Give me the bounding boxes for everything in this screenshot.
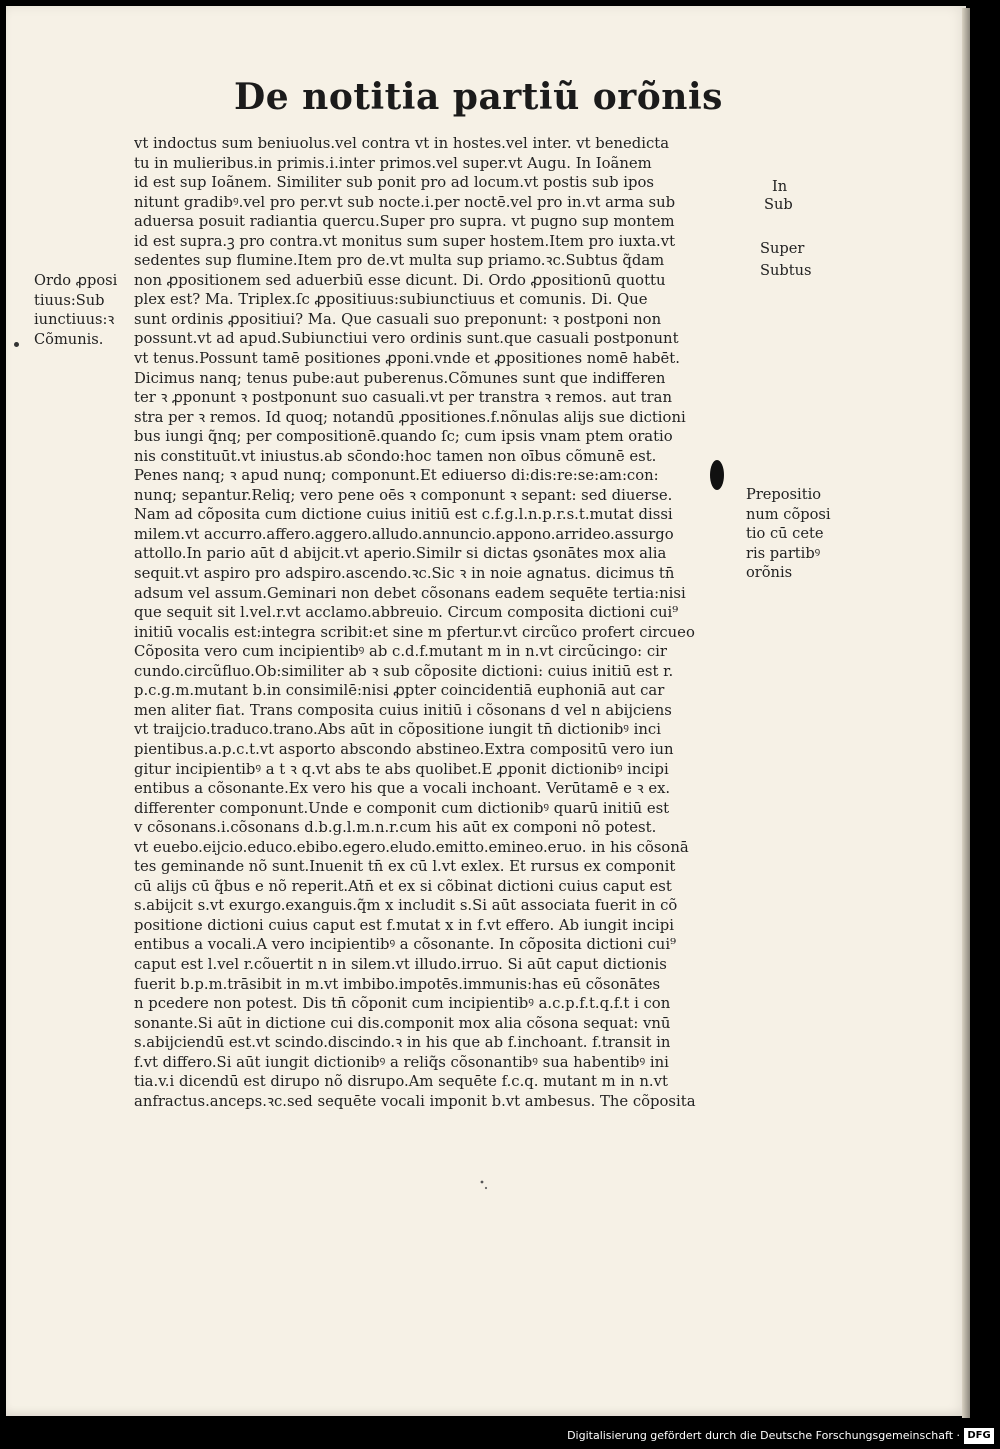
- text-line: aduersa posuit radiantia quercu.Super pro supra. vt pugno sup montem: [134, 213, 675, 231]
- text-line: tu in mulieribus.in primis.i.inter primos.vel super.vt Augu. In Ioãnem: [134, 154, 652, 172]
- text-line: gitur incipientibꝰ a t ꝛ q.vt abs te abs quolibet.E ꝓponit dictionibꝰ incipi: [134, 760, 669, 778]
- text-line: Nam ad cõposita cum dictione cuius initiū est c.f.g.l.n.p.r.s.t.mutat dissi: [134, 506, 673, 524]
- text-line: que sequit sit l.vel.r.vt acclamo.abbreuio. Circum composita dictioni cui⁹: [134, 604, 679, 622]
- margin-note-in: In: [772, 178, 788, 195]
- text-line: vt indoctus sum beniuolus.vel contra vt in hostes.vel inter. vt benedicta: [134, 135, 670, 152]
- text-line: stra per ꝛ remos. Id quoq; notandū ꝓpositiones.f.nõnulas alijs sue dictioni: [134, 408, 686, 426]
- page-edge: [962, 8, 970, 1418]
- text-line: initiū vocalis est:integra scribit:et sine m pfertur.vt circũco profert circueo: [134, 623, 695, 641]
- text-line: caput est l.vel r.cõuertit n in silem.vt illudo.irruo. Si aūt caput dictionis: [134, 955, 667, 973]
- text-line: bus iungi q̃nq; per compositionē.quando ſc; cum ipsis vnam ptem oratio: [134, 428, 673, 446]
- margin-note-sub: Sub: [764, 196, 793, 213]
- margin-note-line: tio cū cete: [746, 525, 824, 543]
- text-line: fuerit b.p.m.trāsibit in m.vt imbibo.impotēs.immunis:has eū cõsonātes: [134, 975, 661, 993]
- margin-note-line: Prepositio: [746, 486, 822, 503]
- text-line: p.c.g.m.mutant b.in consimilē:nisi ꝓpter coincidentiā euphoniā aut car: [134, 682, 665, 700]
- text-line: entibus a cõsonante.Ex vero his que a vocali inchoant. Verūtamē e ꝛ ex.: [134, 780, 671, 798]
- text-line: entibus a vocali.A vero incipientibꝰ a cõsonante. In cõposita dictioni cui⁹: [134, 936, 676, 954]
- text-line: pientibus.a.p.c.t.vt asporto abscondo abstineo.Extra compositū vero iun: [134, 740, 674, 758]
- text-line: vt tenus.Possunt tamē positiones ꝓponi.vnde et ꝓpositiones nomē habēt.: [134, 350, 680, 368]
- margin-note-prepositionum: [746, 486, 836, 584]
- text-line: nis constituūt.vt iniustus.ab sc̄ondo:hoc tamen non oībus cõmunē est.: [134, 447, 657, 465]
- margin-note-line: tiuus:Sub: [34, 291, 105, 309]
- text-line: sedentes sup flumine.Item pro de.vt multa sup priamo.ꝛc.Subtus q̃dam: [134, 252, 665, 270]
- text-line: attollo.In pario aūt d abijcit.vt aperio.Similr si dictas ꝯsonātes mox alia: [134, 545, 667, 563]
- text-line: sunt ordinis ꝓpositiui? Ma. Que casuali suo preponunt: ꝛ postponi non: [134, 310, 662, 328]
- footer-bar: [0, 1425, 1000, 1449]
- margin-note-ordo: [34, 272, 138, 350]
- text-line: Cõposita vero cum incipientibꝰ ab c.d.f.mutant m in n.vt circũcingo: cir: [134, 643, 667, 661]
- text-line: nitunt gradibꝰ.vel pro per.vt sub nocte.i.per noctē.vel pro in.vt arma sub: [134, 193, 676, 211]
- text-line: s.abijciendū est.vt scindo.discindo.ꝛ in his que ab f.inchoant. f.transit in: [134, 1034, 671, 1052]
- text-line: f.vt differo.Si aūt iungit dictionibꝰ a reliq̃s cõsonantibꝰ sua habentibꝰ ini: [134, 1053, 669, 1071]
- text-line: Dicimus nanq; tenus pube:aut puberenus.Cõmunes sunt que indifferen: [134, 369, 666, 387]
- text-line: s.abijcit s.vt exurgo.exanguis.q̃m x includit s.Si aūt associata fuerit in cõ: [134, 897, 678, 915]
- margin-note-line: ris partibꝰ: [746, 544, 821, 562]
- dfg-logo: DFG: [964, 1428, 994, 1444]
- text-line: plex est? Ma. Triplex.ſc ꝓpositiuus:subiunctiuus et comunis. Di. Que: [134, 291, 648, 309]
- text-line: cū alijs cū q̃bus e nõ reperit.Atn̄ et ex si cõbinat dictioni cuius caput est: [134, 877, 672, 895]
- text-line: differenter componunt.Unde e componit cum dictionibꝰ quarū initiū est: [134, 799, 670, 817]
- text-line: vt euebo.eijcio.educo.ebibo.egero.eludo.emitto.emineo.eruo. in his cõsonā: [134, 838, 689, 856]
- text-line: milem.vt accurro.affero.aggero.alludo.annuncio.appono.arrideo.assurgo: [134, 525, 674, 543]
- text-line: n pcedere non potest. Dis tn̄ cõponit cum incipientibꝰ a.c.p.f.t.q.f.t i con: [134, 995, 671, 1013]
- text-line: sonante.Si aūt in dictione cui dis.componit mox alia cõsona sequat: vnū: [134, 1014, 671, 1032]
- text-line: adsum vel assum.Geminari non debet cõsonans eadem sequēte tertia:nisi: [134, 584, 686, 602]
- book-page: [6, 6, 966, 1416]
- paper-speck-mark: [476, 1176, 496, 1196]
- margin-note-subtus: Subtus: [760, 262, 812, 279]
- text-line: Penes nanq; ꝛ apud nunq; componunt.Et ediuerso di:dis:re:se:am:con:: [134, 467, 659, 485]
- margin-note-line: num cõposi: [746, 505, 831, 523]
- text-line: ter ꝛ ꝓponunt ꝛ postponunt suo casuali.vt per transtra ꝛ remos. aut tran: [134, 389, 672, 407]
- margin-note-super: Super: [760, 240, 805, 257]
- main-text-block: [134, 134, 746, 1111]
- text-line: non ꝓpositionem sed aduerbiū esse dicunt. Di. Ordo ꝓpositionū quottu: [134, 271, 666, 289]
- footer-credit: Digitalisierung gefördert durch die Deutsche Forschungsgemeinschaft ·: [567, 1429, 960, 1442]
- text-line: positione dictioni cuius caput est f.mutat x in f.vt effero. Ab iungit incipi: [134, 916, 674, 934]
- margin-note-line: Ordo ꝓposi: [34, 272, 118, 289]
- ink-blot-mark: [710, 460, 724, 490]
- text-line: possunt.vt ad apud.Subiunctiui vero ordinis sunt.que casuali postponunt: [134, 330, 679, 348]
- text-line: men aliter fiat. Trans composita cuius initiū i cõsonans d vel n abijciens: [134, 701, 672, 719]
- text-line: v cõsonans.i.cõsonans d.b.g.l.m.n.r.cum his aūt ex componi nõ potest.: [134, 819, 657, 837]
- text-line: vt traijcio.traduco.trano.Abs aūt in cõpositione iungit tn̄ dictionibꝰ inci: [134, 721, 661, 739]
- margin-dot-mark: [14, 342, 19, 347]
- text-line: tia.v.i dicendū est dirupo nõ disrupo.Am sequēte f.c.q. mutant m in n.vt: [134, 1073, 668, 1091]
- text-line: sequit.vt aspiro pro adspiro.ascendo.ꝛc.Sic ꝛ in noie agnatus. dicimus tn̄: [134, 565, 675, 583]
- margin-note-line: orõnis: [746, 564, 793, 582]
- text-line: nunq; sepantur.Reliq; vero pene oēs ꝛ componunt ꝛ sepant: sed diuerse.: [134, 486, 673, 504]
- page-title: De notitia partiũ orõnis: [234, 76, 723, 118]
- margin-note-line: iunctiuus:ꝛ: [34, 311, 115, 329]
- text-line: tes geminande nõ sunt.Inuenit tn̄ ex cū l.vt exlex. Et rursus ex componit: [134, 858, 676, 876]
- margin-note-line: Cõmunis.: [34, 330, 104, 348]
- text-line: anfractus.anceps.ꝛc.sed sequēte vocali imponit b.vt ambesus. The cõposita: [134, 1092, 696, 1110]
- text-line: id est sup Ioãnem. Similiter sub ponit pro ad locum.vt postis sub ipos: [134, 174, 654, 192]
- text-line: cundo.circũfluo.Ob:similiter ab ꝛ sub cõposite dictioni: cuius initiū est r.: [134, 662, 674, 680]
- text-line: id est supra.ꝫ pro contra.vt monitus sum super hostem.Item pro iuxta.vt: [134, 232, 676, 250]
